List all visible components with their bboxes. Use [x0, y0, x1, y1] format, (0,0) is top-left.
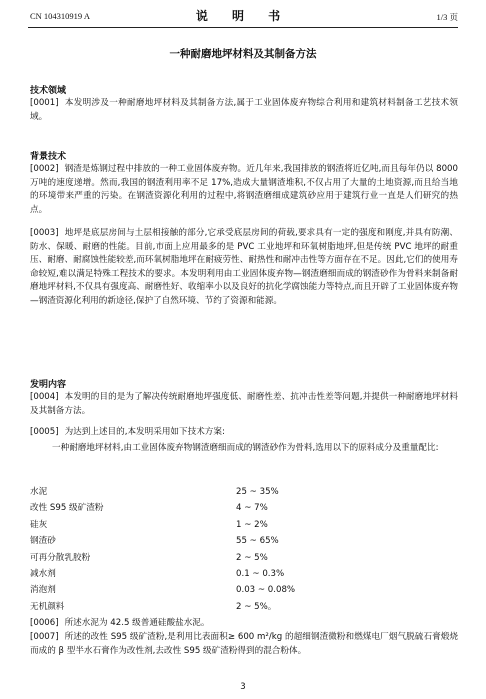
section-heading-tech-field: 技术领域 — [30, 86, 67, 96]
paragraph-number: [0002] — [30, 164, 59, 174]
ingredient-name: 消泡剂 — [30, 585, 56, 596]
ingredient-ratio: 1 ~ 2% — [236, 519, 268, 530]
section-heading-summary: 发明内容 — [30, 380, 67, 390]
paragraph-text: 地坪是底层房间与土层相接触的部分,它承受底层房间的荷载,要求具有一定的强度和刚度,并具有防潮、防水、保暖、耐磨的性能。目前,市面上应用最多的是 PVC 工业地坪和环氧树脂地坪,但是传统 PVC 地坪的耐重压、耐磨、耐腐蚀性能较差,而环氧树脂地坪在耐疲劳性、耐热性和耐冲击性等方面存在不足。因此,它们的使用寿命较短,难以满足特殊工程技术的要求。本发明利用由工业固体废弃物—钢渣磨细而成的钢渣砂作为骨料来制备耐磨地坪材料,不仅具有强度高、耐磨性好、收缩率小以及良好的抗化学腐蚀能力等特点,而且开辟了工业固体废弃物—钢渣资源化利用的新途径,保护了自然环境、节约了资源和能源。 — [30, 228, 458, 306]
paragraph-text: 本发明涉及一种耐磨地坪材料及其制备方法,属于工业固体废弃物综合利用和建筑材料制备工艺技术领域。 — [30, 98, 458, 122]
ingredient-name: 钢渣砂 — [30, 536, 56, 547]
page-header — [0, 7, 486, 23]
composition-row — [30, 566, 330, 582]
document-type: 说 明 书 — [195, 9, 291, 23]
page-indicator: 1/3 页 — [436, 12, 458, 22]
paragraph-0007 — [30, 631, 458, 658]
ingredient-ratio: 2 ~ 5%。 — [236, 601, 277, 612]
composition-table — [30, 484, 330, 615]
composition-row — [30, 582, 330, 598]
paragraph-number: [0005] — [30, 427, 59, 437]
paragraph-0002 — [30, 163, 458, 217]
paragraph-0005 — [30, 426, 458, 440]
header-divider — [28, 27, 458, 28]
paragraph-0001 — [30, 97, 458, 124]
composition-row — [30, 484, 330, 500]
paragraph-text: 为达到上述目的,本发明采用如下技术方案: — [64, 427, 225, 437]
ingredient-name: 水泥 — [30, 487, 48, 497]
ingredient-ratio: 2 ~ 5% — [236, 552, 268, 563]
paragraph-0005-continued: 一种耐磨地坪材料,由工业固体废弃物钢渣磨细而成的钢渣砂作为骨料,选用以下的原料成分及重量配比: — [52, 443, 439, 453]
ingredient-ratio: 0.1 ~ 0.3% — [236, 568, 285, 579]
document-title: 一种耐磨地坪材料及其制备方法 — [169, 48, 317, 60]
paragraph-0006 — [30, 617, 458, 631]
composition-row — [30, 500, 330, 516]
paragraph-number: [0003] — [30, 228, 59, 238]
paragraph-text: 钢渣是炼钢过程中排放的一种工业固体废弃物。近几年来,我国排放的钢渣将近亿吨,而且每年仍以 8000 万吨的速度递增。然而,我国的钢渣利用率不足 17%,造成大量钢渣堆积,不仅占用了大量的土地资源,而且给当地的环境带来严重的污染。在钢渣资源化利用的过程中,将钢渣磨细成建筑砂应用于建筑行业一直是人们研究的热点。 — [30, 164, 458, 215]
paragraph-number: [0004] — [30, 392, 59, 402]
section-heading-background: 背景技术 — [30, 152, 67, 162]
paragraph-number: [0007] — [30, 632, 59, 642]
paragraph-0003 — [30, 227, 458, 309]
paragraph-text: 所述水泥为 42.5 级普通硅酸盐水泥。 — [64, 618, 210, 628]
composition-row — [30, 550, 330, 566]
ingredient-name: 改性 S95 级矿渣粉 — [30, 503, 104, 514]
ingredient-ratio: 4 ~ 7% — [236, 503, 268, 514]
ingredient-name: 减水剂 — [30, 568, 56, 579]
ingredient-ratio: 25 ~ 35% — [236, 487, 279, 497]
composition-row — [30, 599, 330, 615]
ingredient-ratio: 0.03 ~ 0.08% — [236, 585, 296, 596]
paragraph-number: [0006] — [30, 618, 59, 628]
paragraph-0004 — [30, 391, 458, 418]
paragraph-number: [0001] — [30, 98, 59, 108]
paragraph-text: 本发明的目的是为了解决传统耐磨地坪强度低、耐磨性差、抗冲击性差等问题,并提供一种耐磨地坪材料及其制备方法。 — [30, 392, 458, 416]
ingredient-name: 可再分散乳胶粉 — [30, 552, 91, 563]
patent-number: CN 104310919 A — [30, 11, 90, 21]
paragraph-text: 所述的改性 S95 级矿渣粉,是利用比表面积≥ 600 m²/kg 的超细钢渣微粉和燃煤电厂烟气脱硫石膏煅烧而成的 β 型半水石膏作为改性剂,去改性 S95 级矿渣粉得到的混合粉体。 — [30, 632, 458, 656]
ingredient-name: 硅灰 — [30, 519, 48, 530]
ingredient-ratio: 55 ~ 65% — [236, 536, 279, 547]
composition-row — [30, 533, 330, 549]
page-number: 3 — [240, 682, 246, 692]
ingredient-name: 无机颜料 — [30, 601, 65, 612]
composition-row — [30, 517, 330, 533]
